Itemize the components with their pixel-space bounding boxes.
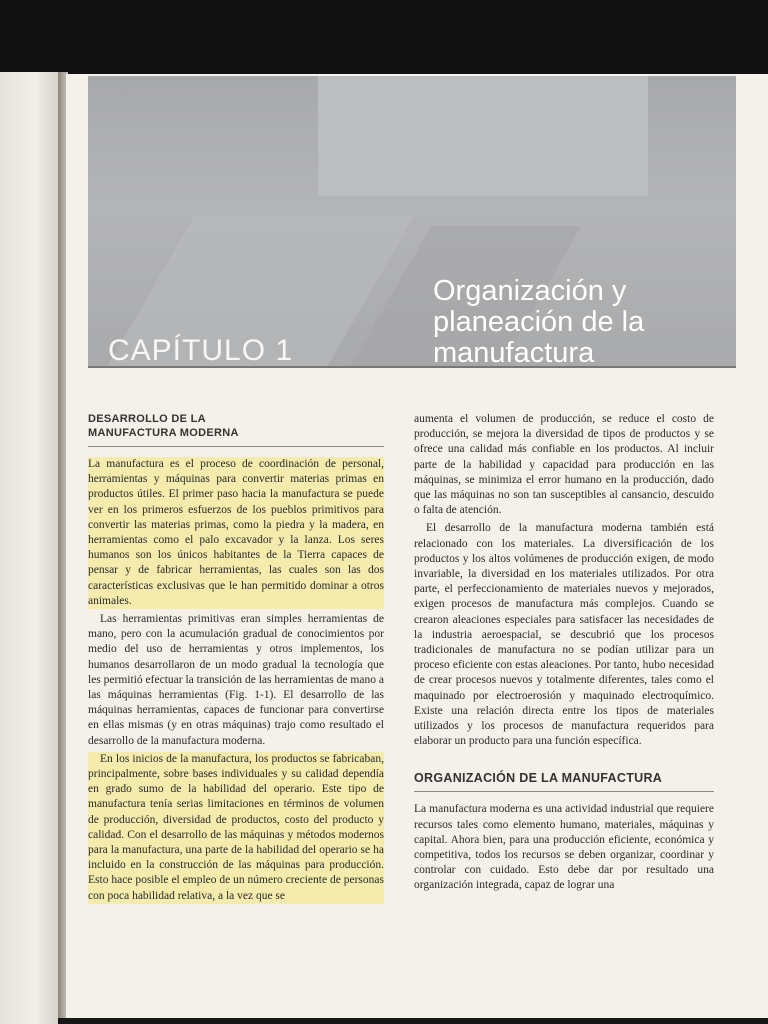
- chapter-label: CAPÍTULO 1: [108, 334, 294, 366]
- paragraph: La manufactura es el proceso de coordinación de personal, herramientas y máquinas para convertir materias primas en productos útiles. El primer paso hacia la manufactura se puede ver en los primeros esfuerzos de los pueblos primitivos para convertir las materias primas, como la piedra y la madera, en herramientas como el palo excavador y la lanza. Los seres humanos son los únicos habitantes de la Tierra capaces de pensar y de fabricar herramientas, las cuales son las dos características exclusivas que le han permitido dominar a otros animales.: [88, 457, 384, 609]
- section-heading: [88, 412, 384, 440]
- right-column: [414, 412, 714, 897]
- page-bottom-edge: [58, 1018, 768, 1024]
- paragraph: En los inicios de la manufactura, los productos se fabricaban, principalmente, sobre bases individuales y su calidad dependía en grado sumo de la habilidad del operario. Este tipo de manufactura tenía serias limitaciones en términos de volumen de producción, diversidad de productos, costo del producto y calidad. Con el desarrollo de las máquinas y métodos modernos para la manufactura, una parte de la habilidad del operario se ha incluido en la construcción de las máquinas para producción. Esto hace posible el empleo de un número creciente de personas con poca habilidad relativa, a la vez que se: [88, 752, 384, 904]
- section-heading-line: MANUFACTURA MODERNA: [88, 427, 239, 439]
- section-heading-line: DESARROLLO DE LA: [88, 413, 206, 425]
- chapter-title: [433, 276, 736, 366]
- chapter-title-line: manufactura: [433, 337, 595, 366]
- book-page: [66, 74, 768, 1024]
- previous-page-edge: [0, 72, 58, 1024]
- section-rule: [414, 791, 714, 792]
- chapter-title-line: Organización y: [433, 275, 627, 307]
- section-rule: [88, 446, 384, 447]
- paragraph: Las herramientas primitivas eran simples herramientas de mano, pero con la acumulación gradual de conocimientos por medio del uso de herramientas y otros implementos, los humanos desarrollaron de un modo gradual la tecnología que les permitió efectuar la transición de las herramientas de mano a las máquinas herramientas (Fig. 1-1). El desarrollo de las máquinas herramientas, capaces de funcionar para convertirse en ellas mismas (y en otras máquinas) trajo como resultado el desarrollo de la manufactura moderna.: [88, 613, 384, 747]
- header-decoration: [318, 76, 648, 196]
- section-heading: ORGANIZACIÓN DE LA MANUFACTURA: [414, 771, 663, 786]
- left-column: [88, 412, 384, 907]
- chapter-header-band: [88, 76, 736, 366]
- chapter-title-line: planeación de la: [433, 306, 645, 338]
- paragraph: El desarrollo de la manufactura moderna también está relacionado con los materiales. La diversificación de los productos y los altos volúmenes de producción exigen, de modo invariable, la diversidad en los materiales utilizados. Por otra parte, el perfeccionamiento de materiales nuevos y mejorados, exigen procesos de manufactura más complejos. Cuando se crearon aleaciones especiales para satisfacer las necesidades de la industria aeroespacial, se descubrió que los procesos tradicionales de manufactura no se podían utilizar para un proceso eficiente con estas aleaciones. Por tanto, hubo necesidad de crear procesos nuevos y totalmente diferentes, tales como el maquinado por electroerosión y maquinado electroquímico. Existe una relación directa entre los tipos de materiales utilizados y los procesos de manufactura requeridos para elaborar un producto para una función específica.: [414, 522, 714, 748]
- paragraph: La manufactura moderna es una actividad industrial que requiere recursos tales como elemento humano, materiales, máquinas y capital. Ahora bien, para una producción eficiente, económica y competitiva, todos los recursos se deben organizar, coordinar y controlar con cuidado. Esto debe dar por resultado una organización integrada, capaz de lograr una: [414, 803, 714, 892]
- paragraph: aumenta el volumen de producción, se reduce el costo de producción, se mejora la diversidad de tipos de productos y se ofrece una calidad más confiable en los productos. Al incluir parte de la habilidad y capacidad para producción en las máquinas, se minimiza el error humano en la producción, dado que las máquinas no son tan susceptibles al cansancio, descuido o falta de atención.: [414, 413, 714, 517]
- header-rule: [88, 366, 736, 368]
